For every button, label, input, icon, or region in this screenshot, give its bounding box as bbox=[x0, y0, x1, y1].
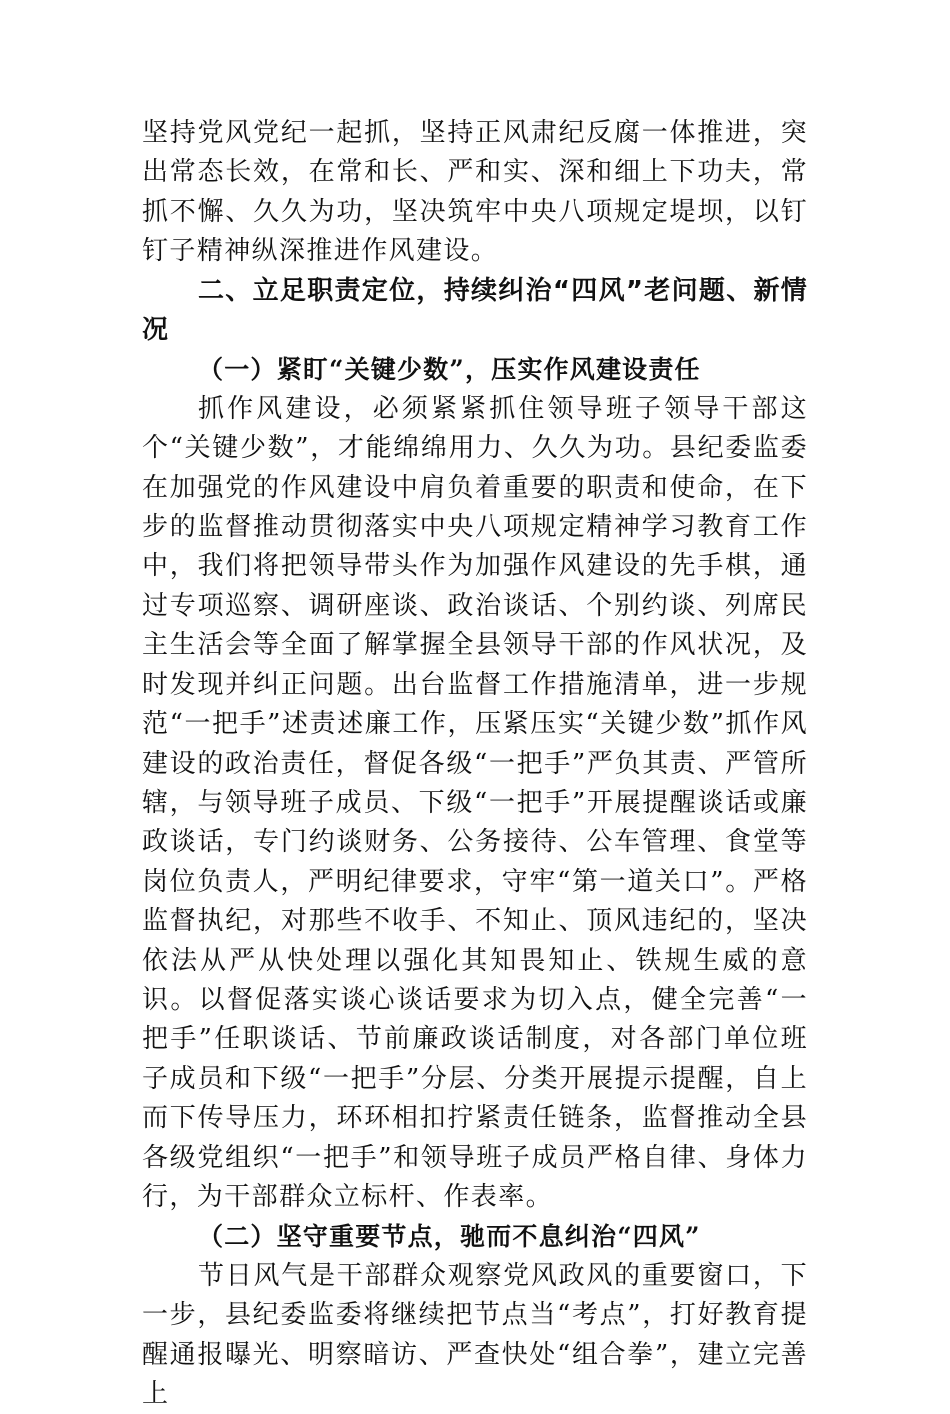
paragraph-key-minority: 抓作风建设，必须紧紧抓住领导班子领导干部这个“关键少数”，才能绵绵用力、久久为功。县纪委监委在加强党的作风建设中肩负着重要的职责和使命，在下步的监督推动贯彻落实中央八项规定精神学习教育工作中，我们将把领导带头作为加强作风建设的先手棋，通过专项巡察、调研座谈、政治谈话、个别约谈、列席民主生活会等全面了解掌握全县领导干部的作风状况，及时发现并纠正问题。出台监督工作措施清单，进一步规范“一把手”述责述廉工作，压紧压实“关键少数”抓作风建设的政治责任，督促各级“一把手”严负其责、严管所辖，与领导班子成员、下级“一把手”开展提醒谈话或廉政谈话，专门约谈财务、公务接待、公车管理、食堂等岗位负责人，严明纪律要求，守牢“第一道关口”。严格监督执纪，对那些不收手、不知止、顶风违纪的，坚决依法从严从快处理以强化其知畏知止、铁规生威的意识。以督促落实谈心谈话要求为切入点，健全完善“一把手”任职谈话、节前廉政谈话制度，对各部门单位班子成员和下级“一把手”分层、分类开展提示提醒，自上而下传导压力，环环相扣拧紧责任链条，监督推动全县各级党组织“一把手”和领导班子成员严格自律、身体力行，为干部群众立标杆、作表率。 bbox=[142, 393, 808, 1212]
document-body bbox=[142, 114, 808, 1414]
subsection-heading-2: （二）坚守重要节点，驰而不息纠治“四风” bbox=[198, 1222, 701, 1252]
section-heading-2: 二、立足职责定位，持续纠治“四风”老问题、新情况 bbox=[142, 275, 808, 346]
subsection-heading-1: （一）紧盯“关键少数”，压实作风建设责任 bbox=[198, 355, 701, 385]
paragraph-holiday-style: 节日风气是干部群众观察党风政风的重要窗口，下一步，县纪委监委将继续把节点当“考点”，打好教育提醒通报曝光、明察暗访、严查快处“组合拳”，建立完善上 bbox=[142, 1260, 808, 1409]
paragraph-intro: 坚持党风党纪一起抓，坚持正风肃纪反腐一体推进，突出常态长效，在常和长、严和实、深和细上下功夫，常抓不懈、久久为功，坚决筑牢中央八项规定堤坝，以钉钉子精神纵深推进作风建设。 bbox=[142, 118, 808, 267]
